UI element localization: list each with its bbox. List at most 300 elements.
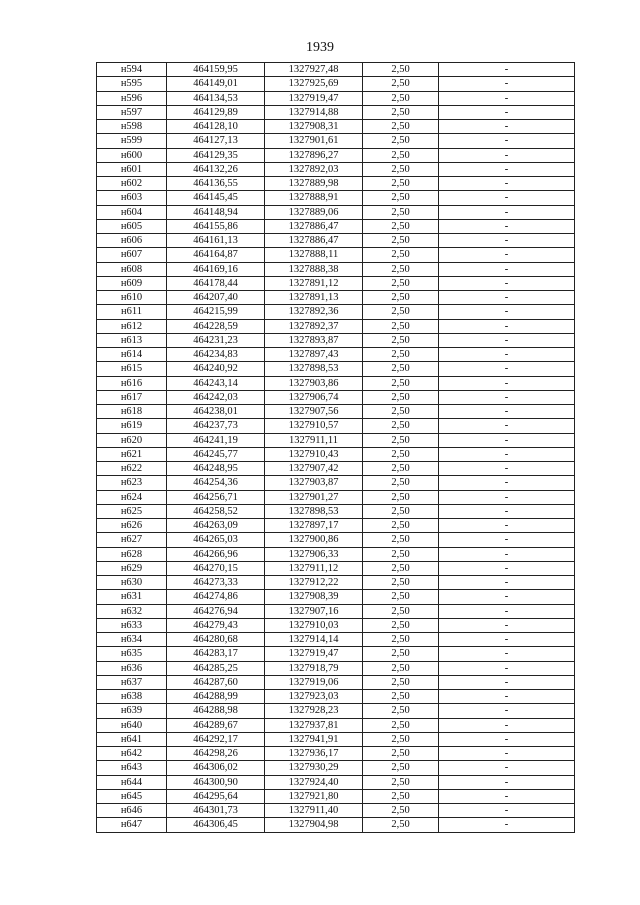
accuracy-cell: 2,50	[363, 234, 439, 248]
accuracy-cell: 2,50	[363, 490, 439, 504]
x-coordinate-cell: 464287,60	[167, 675, 265, 689]
point-id-cell: н627	[97, 533, 167, 547]
accuracy-cell: 2,50	[363, 604, 439, 618]
x-coordinate-cell: 464238,01	[167, 405, 265, 419]
x-coordinate-cell: 464237,73	[167, 419, 265, 433]
point-id-cell: н609	[97, 276, 167, 290]
table-row	[97, 690, 575, 704]
note-cell: -	[439, 91, 575, 105]
table-row	[97, 419, 575, 433]
y-coordinate-cell: 1327907,42	[265, 462, 363, 476]
accuracy-cell: 2,50	[363, 718, 439, 732]
y-coordinate-cell: 1327901,27	[265, 490, 363, 504]
y-coordinate-cell: 1327910,43	[265, 447, 363, 461]
accuracy-cell: 2,50	[363, 177, 439, 191]
table-row	[97, 177, 575, 191]
accuracy-cell: 2,50	[363, 761, 439, 775]
point-id-cell: н594	[97, 63, 167, 77]
point-id-cell: н605	[97, 219, 167, 233]
note-cell: -	[439, 362, 575, 376]
note-cell: -	[439, 291, 575, 305]
coordinates-table-body	[97, 63, 575, 833]
y-coordinate-cell: 1327908,39	[265, 590, 363, 604]
accuracy-cell: 2,50	[363, 219, 439, 233]
note-cell: -	[439, 490, 575, 504]
point-id-cell: н620	[97, 433, 167, 447]
point-id-cell: н599	[97, 134, 167, 148]
table-row	[97, 276, 575, 290]
point-id-cell: н603	[97, 191, 167, 205]
table-row	[97, 547, 575, 561]
point-id-cell: н630	[97, 576, 167, 590]
y-coordinate-cell: 1327919,06	[265, 675, 363, 689]
x-coordinate-cell: 464289,67	[167, 718, 265, 732]
accuracy-cell: 2,50	[363, 504, 439, 518]
point-id-cell: н621	[97, 447, 167, 461]
point-id-cell: н647	[97, 818, 167, 832]
table-row	[97, 447, 575, 461]
x-coordinate-cell: 464148,94	[167, 205, 265, 219]
table-row	[97, 533, 575, 547]
x-coordinate-cell: 464245,77	[167, 447, 265, 461]
x-coordinate-cell: 464231,23	[167, 333, 265, 347]
x-coordinate-cell: 464128,10	[167, 120, 265, 134]
note-cell: -	[439, 504, 575, 518]
point-id-cell: н633	[97, 618, 167, 632]
accuracy-cell: 2,50	[363, 105, 439, 119]
y-coordinate-cell: 1327889,98	[265, 177, 363, 191]
x-coordinate-cell: 464248,95	[167, 462, 265, 476]
note-cell: -	[439, 205, 575, 219]
table-row	[97, 333, 575, 347]
accuracy-cell: 2,50	[363, 419, 439, 433]
y-coordinate-cell: 1327903,87	[265, 476, 363, 490]
y-coordinate-cell: 1327886,47	[265, 219, 363, 233]
table-row	[97, 362, 575, 376]
y-coordinate-cell: 1327896,27	[265, 148, 363, 162]
note-cell: -	[439, 775, 575, 789]
y-coordinate-cell: 1327919,47	[265, 91, 363, 105]
y-coordinate-cell: 1327941,91	[265, 732, 363, 746]
note-cell: -	[439, 618, 575, 632]
note-cell: -	[439, 804, 575, 818]
table-row	[97, 77, 575, 91]
y-coordinate-cell: 1327906,74	[265, 390, 363, 404]
x-coordinate-cell: 464273,33	[167, 576, 265, 590]
y-coordinate-cell: 1327910,57	[265, 419, 363, 433]
x-coordinate-cell: 464243,14	[167, 376, 265, 390]
y-coordinate-cell: 1327924,40	[265, 775, 363, 789]
x-coordinate-cell: 464280,68	[167, 633, 265, 647]
note-cell: -	[439, 234, 575, 248]
accuracy-cell: 2,50	[363, 205, 439, 219]
point-id-cell: н602	[97, 177, 167, 191]
accuracy-cell: 2,50	[363, 333, 439, 347]
accuracy-cell: 2,50	[363, 248, 439, 262]
table-row	[97, 148, 575, 162]
note-cell: -	[439, 604, 575, 618]
table-row	[97, 618, 575, 632]
accuracy-cell: 2,50	[363, 618, 439, 632]
point-id-cell: н614	[97, 348, 167, 362]
x-coordinate-cell: 464285,25	[167, 661, 265, 675]
accuracy-cell: 2,50	[363, 433, 439, 447]
note-cell: -	[439, 590, 575, 604]
note-cell: -	[439, 704, 575, 718]
note-cell: -	[439, 718, 575, 732]
note-cell: -	[439, 789, 575, 803]
note-cell: -	[439, 747, 575, 761]
table-row	[97, 63, 575, 77]
table-row	[97, 789, 575, 803]
table-row	[97, 661, 575, 675]
point-id-cell: н610	[97, 291, 167, 305]
y-coordinate-cell: 1327900,86	[265, 533, 363, 547]
accuracy-cell: 2,50	[363, 690, 439, 704]
table-row	[97, 191, 575, 205]
x-coordinate-cell: 464164,87	[167, 248, 265, 262]
y-coordinate-cell: 1327906,33	[265, 547, 363, 561]
table-row	[97, 704, 575, 718]
y-coordinate-cell: 1327923,03	[265, 690, 363, 704]
y-coordinate-cell: 1327898,53	[265, 362, 363, 376]
y-coordinate-cell: 1327888,38	[265, 262, 363, 276]
note-cell: -	[439, 77, 575, 91]
coordinates-table	[96, 62, 575, 833]
x-coordinate-cell: 464178,44	[167, 276, 265, 290]
note-cell: -	[439, 690, 575, 704]
accuracy-cell: 2,50	[363, 120, 439, 134]
note-cell: -	[439, 191, 575, 205]
table-row	[97, 262, 575, 276]
point-id-cell: н641	[97, 732, 167, 746]
note-cell: -	[439, 661, 575, 675]
note-cell: -	[439, 476, 575, 490]
y-coordinate-cell: 1327911,40	[265, 804, 363, 818]
accuracy-cell: 2,50	[363, 789, 439, 803]
point-id-cell: н634	[97, 633, 167, 647]
x-coordinate-cell: 464242,03	[167, 390, 265, 404]
accuracy-cell: 2,50	[363, 547, 439, 561]
x-coordinate-cell: 464129,35	[167, 148, 265, 162]
note-cell: -	[439, 433, 575, 447]
accuracy-cell: 2,50	[363, 376, 439, 390]
y-coordinate-cell: 1327919,47	[265, 647, 363, 661]
note-cell: -	[439, 405, 575, 419]
y-coordinate-cell: 1327904,98	[265, 818, 363, 832]
accuracy-cell: 2,50	[363, 675, 439, 689]
y-coordinate-cell: 1327937,81	[265, 718, 363, 732]
x-coordinate-cell: 464306,02	[167, 761, 265, 775]
y-coordinate-cell: 1327927,48	[265, 63, 363, 77]
table-row	[97, 134, 575, 148]
y-coordinate-cell: 1327907,56	[265, 405, 363, 419]
accuracy-cell: 2,50	[363, 91, 439, 105]
point-id-cell: н632	[97, 604, 167, 618]
point-id-cell: н619	[97, 419, 167, 433]
table-row	[97, 604, 575, 618]
y-coordinate-cell: 1327925,69	[265, 77, 363, 91]
note-cell: -	[439, 248, 575, 262]
point-id-cell: н623	[97, 476, 167, 490]
point-id-cell: н635	[97, 647, 167, 661]
x-coordinate-cell: 464301,73	[167, 804, 265, 818]
accuracy-cell: 2,50	[363, 804, 439, 818]
note-cell: -	[439, 533, 575, 547]
y-coordinate-cell: 1327893,87	[265, 333, 363, 347]
point-id-cell: н618	[97, 405, 167, 419]
point-id-cell: н604	[97, 205, 167, 219]
note-cell: -	[439, 262, 575, 276]
note-cell: -	[439, 447, 575, 461]
note-cell: -	[439, 120, 575, 134]
table-row	[97, 91, 575, 105]
accuracy-cell: 2,50	[363, 348, 439, 362]
y-coordinate-cell: 1327897,43	[265, 348, 363, 362]
y-coordinate-cell: 1327910,03	[265, 618, 363, 632]
table-row	[97, 405, 575, 419]
point-id-cell: н645	[97, 789, 167, 803]
table-row	[97, 519, 575, 533]
note-cell: -	[439, 547, 575, 561]
accuracy-cell: 2,50	[363, 775, 439, 789]
point-id-cell: н616	[97, 376, 167, 390]
accuracy-cell: 2,50	[363, 63, 439, 77]
x-coordinate-cell: 464215,99	[167, 305, 265, 319]
y-coordinate-cell: 1327914,88	[265, 105, 363, 119]
note-cell: -	[439, 319, 575, 333]
accuracy-cell: 2,50	[363, 319, 439, 333]
x-coordinate-cell: 464276,94	[167, 604, 265, 618]
table-row	[97, 804, 575, 818]
x-coordinate-cell: 464283,17	[167, 647, 265, 661]
point-id-cell: н615	[97, 362, 167, 376]
point-id-cell: н624	[97, 490, 167, 504]
x-coordinate-cell: 464169,16	[167, 262, 265, 276]
y-coordinate-cell: 1327911,12	[265, 561, 363, 575]
accuracy-cell: 2,50	[363, 818, 439, 832]
accuracy-cell: 2,50	[363, 462, 439, 476]
note-cell: -	[439, 761, 575, 775]
note-cell: -	[439, 105, 575, 119]
x-coordinate-cell: 464254,36	[167, 476, 265, 490]
y-coordinate-cell: 1327886,47	[265, 234, 363, 248]
table-row	[97, 462, 575, 476]
x-coordinate-cell: 464145,45	[167, 191, 265, 205]
x-coordinate-cell: 464127,13	[167, 134, 265, 148]
x-coordinate-cell: 464234,83	[167, 348, 265, 362]
accuracy-cell: 2,50	[363, 590, 439, 604]
x-coordinate-cell: 464266,96	[167, 547, 265, 561]
accuracy-cell: 2,50	[363, 390, 439, 404]
page-number: 1939	[306, 40, 334, 55]
note-cell: -	[439, 519, 575, 533]
note-cell: -	[439, 148, 575, 162]
y-coordinate-cell: 1327928,23	[265, 704, 363, 718]
table-row	[97, 590, 575, 604]
table-row	[97, 291, 575, 305]
y-coordinate-cell: 1327897,17	[265, 519, 363, 533]
point-id-cell: н617	[97, 390, 167, 404]
table-row	[97, 248, 575, 262]
x-coordinate-cell: 464258,52	[167, 504, 265, 518]
table-row	[97, 818, 575, 832]
point-id-cell: н625	[97, 504, 167, 518]
x-coordinate-cell: 464279,43	[167, 618, 265, 632]
accuracy-cell: 2,50	[363, 561, 439, 575]
table-row	[97, 162, 575, 176]
accuracy-cell: 2,50	[363, 191, 439, 205]
accuracy-cell: 2,50	[363, 362, 439, 376]
y-coordinate-cell: 1327889,06	[265, 205, 363, 219]
accuracy-cell: 2,50	[363, 77, 439, 91]
y-coordinate-cell: 1327921,80	[265, 789, 363, 803]
note-cell: -	[439, 162, 575, 176]
y-coordinate-cell: 1327914,14	[265, 633, 363, 647]
point-id-cell: н631	[97, 590, 167, 604]
x-coordinate-cell: 464132,26	[167, 162, 265, 176]
x-coordinate-cell: 464136,55	[167, 177, 265, 191]
note-cell: -	[439, 419, 575, 433]
note-cell: -	[439, 818, 575, 832]
x-coordinate-cell: 464129,89	[167, 105, 265, 119]
x-coordinate-cell: 464161,13	[167, 234, 265, 248]
y-coordinate-cell: 1327888,11	[265, 248, 363, 262]
point-id-cell: н629	[97, 561, 167, 575]
accuracy-cell: 2,50	[363, 405, 439, 419]
table-row	[97, 718, 575, 732]
y-coordinate-cell: 1327911,11	[265, 433, 363, 447]
x-coordinate-cell: 464270,15	[167, 561, 265, 575]
accuracy-cell: 2,50	[363, 148, 439, 162]
table-row	[97, 504, 575, 518]
table-row	[97, 747, 575, 761]
y-coordinate-cell: 1327912,22	[265, 576, 363, 590]
note-cell: -	[439, 647, 575, 661]
y-coordinate-cell: 1327907,16	[265, 604, 363, 618]
x-coordinate-cell: 464155,86	[167, 219, 265, 233]
point-id-cell: н636	[97, 661, 167, 675]
point-id-cell: н606	[97, 234, 167, 248]
note-cell: -	[439, 177, 575, 191]
point-id-cell: н640	[97, 718, 167, 732]
note-cell: -	[439, 732, 575, 746]
point-id-cell: н595	[97, 77, 167, 91]
x-coordinate-cell: 464274,86	[167, 590, 265, 604]
table-row	[97, 376, 575, 390]
point-id-cell: н600	[97, 148, 167, 162]
x-coordinate-cell: 464263,09	[167, 519, 265, 533]
note-cell: -	[439, 576, 575, 590]
note-cell: -	[439, 219, 575, 233]
x-coordinate-cell: 464134,53	[167, 91, 265, 105]
y-coordinate-cell: 1327892,36	[265, 305, 363, 319]
note-cell: -	[439, 305, 575, 319]
y-coordinate-cell: 1327918,79	[265, 661, 363, 675]
accuracy-cell: 2,50	[363, 661, 439, 675]
table-row	[97, 775, 575, 789]
accuracy-cell: 2,50	[363, 305, 439, 319]
point-id-cell: н644	[97, 775, 167, 789]
y-coordinate-cell: 1327891,13	[265, 291, 363, 305]
accuracy-cell: 2,50	[363, 533, 439, 547]
point-id-cell: н626	[97, 519, 167, 533]
point-id-cell: н611	[97, 305, 167, 319]
accuracy-cell: 2,50	[363, 476, 439, 490]
accuracy-cell: 2,50	[363, 647, 439, 661]
point-id-cell: н596	[97, 91, 167, 105]
point-id-cell: н642	[97, 747, 167, 761]
accuracy-cell: 2,50	[363, 134, 439, 148]
note-cell: -	[439, 675, 575, 689]
table-row	[97, 219, 575, 233]
x-coordinate-cell: 464295,64	[167, 789, 265, 803]
table-row	[97, 305, 575, 319]
point-id-cell: н597	[97, 105, 167, 119]
x-coordinate-cell: 464159,95	[167, 63, 265, 77]
table-row	[97, 761, 575, 775]
note-cell: -	[439, 390, 575, 404]
x-coordinate-cell: 464292,17	[167, 732, 265, 746]
x-coordinate-cell: 464265,03	[167, 533, 265, 547]
x-coordinate-cell: 464288,98	[167, 704, 265, 718]
point-id-cell: н601	[97, 162, 167, 176]
table-row	[97, 732, 575, 746]
y-coordinate-cell: 1327936,17	[265, 747, 363, 761]
accuracy-cell: 2,50	[363, 732, 439, 746]
accuracy-cell: 2,50	[363, 291, 439, 305]
y-coordinate-cell: 1327888,91	[265, 191, 363, 205]
table-row	[97, 205, 575, 219]
note-cell: -	[439, 276, 575, 290]
x-coordinate-cell: 464256,71	[167, 490, 265, 504]
x-coordinate-cell: 464149,01	[167, 77, 265, 91]
point-id-cell: н639	[97, 704, 167, 718]
table-row	[97, 433, 575, 447]
note-cell: -	[439, 561, 575, 575]
y-coordinate-cell: 1327908,31	[265, 120, 363, 134]
x-coordinate-cell: 464228,59	[167, 319, 265, 333]
accuracy-cell: 2,50	[363, 747, 439, 761]
y-coordinate-cell: 1327892,37	[265, 319, 363, 333]
point-id-cell: н638	[97, 690, 167, 704]
y-coordinate-cell: 1327892,03	[265, 162, 363, 176]
point-id-cell: н613	[97, 333, 167, 347]
table-row	[97, 675, 575, 689]
note-cell: -	[439, 462, 575, 476]
accuracy-cell: 2,50	[363, 704, 439, 718]
accuracy-cell: 2,50	[363, 262, 439, 276]
x-coordinate-cell: 464298,26	[167, 747, 265, 761]
table-row	[97, 105, 575, 119]
table-row	[97, 319, 575, 333]
accuracy-cell: 2,50	[363, 162, 439, 176]
point-id-cell: н612	[97, 319, 167, 333]
accuracy-cell: 2,50	[363, 633, 439, 647]
table-row	[97, 390, 575, 404]
table-row	[97, 476, 575, 490]
table-row	[97, 561, 575, 575]
accuracy-cell: 2,50	[363, 447, 439, 461]
point-id-cell: н598	[97, 120, 167, 134]
note-cell: -	[439, 63, 575, 77]
y-coordinate-cell: 1327891,12	[265, 276, 363, 290]
y-coordinate-cell: 1327898,53	[265, 504, 363, 518]
point-id-cell: н622	[97, 462, 167, 476]
table-row	[97, 633, 575, 647]
y-coordinate-cell: 1327901,61	[265, 134, 363, 148]
table-row	[97, 490, 575, 504]
